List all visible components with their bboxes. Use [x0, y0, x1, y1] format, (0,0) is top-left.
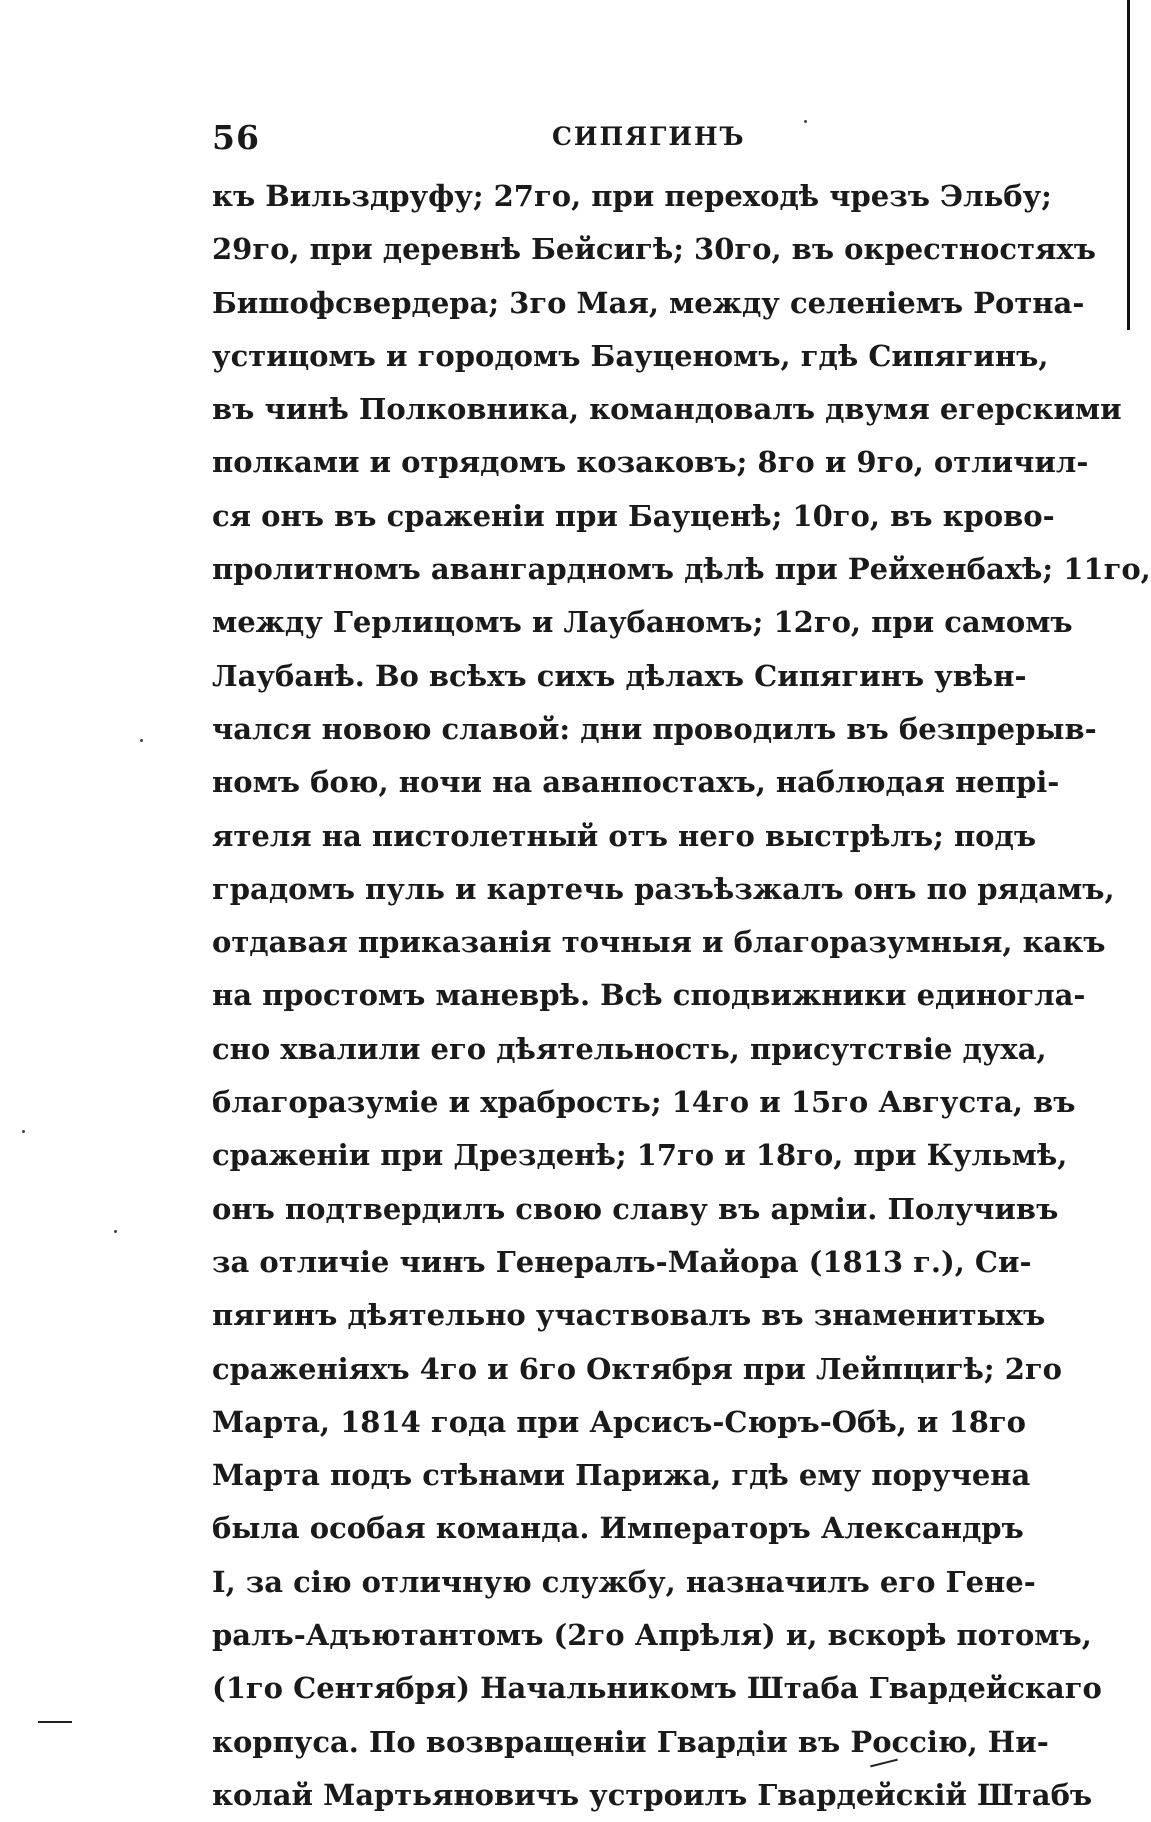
- text-line: устицомъ и городомъ Бауценомъ, гдѣ Сипягинъ,: [212, 338, 1049, 373]
- text-line: сраженіяхъ 4го и 6го Октября при Лейпцигѣ; 2го: [212, 1351, 1063, 1386]
- text-line: благоразуміе и храбрость; 14го и 15го Августа, въ: [212, 1085, 1076, 1120]
- text-line: чался новою славой: дни проводилъ въ безпрерыв-: [212, 711, 1097, 746]
- running-head: СИПЯГИНЪ: [552, 122, 746, 151]
- speck-mark: [114, 1230, 117, 1233]
- text-line: ятеля на пистолетный отъ него выстрѣлъ; подъ: [212, 818, 1037, 853]
- page-number: 56: [212, 118, 260, 157]
- text-line: онъ подтвердилъ свою славу въ арміи. Получивъ: [212, 1191, 1059, 1226]
- text-line: въ чинѣ Полковника, командовалъ двумя егерскими: [212, 392, 1122, 427]
- text-line: сно хвалили его дѣятельность, присутствіе духа,: [212, 1031, 1047, 1066]
- text-line: ралъ-Адъютантомъ (2го Апрѣля) и, вскорѣ потомъ,: [212, 1618, 1092, 1653]
- text-line: была особая команда. Императоръ Александръ: [212, 1511, 1024, 1546]
- text-line: (1го Сентября) Начальникомъ Штаба Гвардейскаго: [212, 1671, 1102, 1706]
- text-line: Лаубанѣ. Во всѣхъ сихъ дѣлахъ Сипягинъ увѣн-: [212, 658, 1027, 693]
- text-line: пягинъ дѣятельно участвовалъ въ знаменитыхъ: [212, 1298, 1046, 1333]
- text-line: Бишофсвердера; 3го Мая, между селеніемъ Ротна-: [212, 285, 1085, 320]
- text-line: 29го, при деревнѣ Бейсигѣ; 30го, въ окрестностяхъ: [212, 232, 1096, 267]
- text-line: сраженіи при Дрезденѣ; 17го и 18го, при Кульмѣ,: [212, 1138, 1068, 1173]
- text-line: ся онъ въ сраженіи при Бауценѣ; 10го, въ крово-: [212, 498, 1055, 533]
- text-line: отдавая приказанія точныя и благоразумныя, какъ: [212, 925, 1106, 960]
- speck-mark: [140, 739, 143, 742]
- body-text: [212, 170, 1151, 1822]
- text-line: на простомъ маневрѣ. Всѣ сподвижники единогла-: [212, 978, 1086, 1013]
- text-line: I, за сію отличную службу, назначилъ его Гене-: [212, 1564, 1036, 1599]
- speck-mark: [22, 1130, 25, 1133]
- speck-mark: [804, 120, 807, 123]
- text-line: между Герлицомъ и Лаубаномъ; 12го, при самомъ: [212, 605, 1073, 640]
- page-header: [212, 118, 1012, 158]
- margin-dash-mark: [38, 1721, 72, 1723]
- page-edge-rule: [1127, 0, 1130, 330]
- text-line: Марта, 1814 года при Арсисъ-Сюръ-Обѣ, и 18го: [212, 1404, 1027, 1439]
- text-line: къ Вильздруфу; 27го, при переходѣ чрезъ Эльбу;: [212, 179, 1052, 213]
- text-line: градомъ пуль и картечь разъѣзжалъ онъ по рядамъ,: [212, 871, 1115, 906]
- text-line: Марта подъ стѣнами Парижа, гдѣ ему поручена: [212, 1458, 1031, 1493]
- text-line: номъ бою, ночи на аванпостахъ, наблюдая непрі-: [212, 765, 1060, 800]
- text-line: за отличіе чинъ Генералъ-Майора (1813 г.), Си-: [212, 1244, 1032, 1279]
- text-line: колай Мартьяновичъ устроилъ Гвардейскій Штабъ: [212, 1777, 1093, 1812]
- text-line: полками и отрядомъ козаковъ; 8го и 9го, отличил-: [212, 445, 1089, 480]
- text-line: пролитномъ авангардномъ дѣлѣ при Рейхенбахѣ; 11го,: [212, 552, 1151, 587]
- text-line: корпуса. По возвращеніи Гвардіи въ Россію, Ни-: [212, 1724, 1049, 1759]
